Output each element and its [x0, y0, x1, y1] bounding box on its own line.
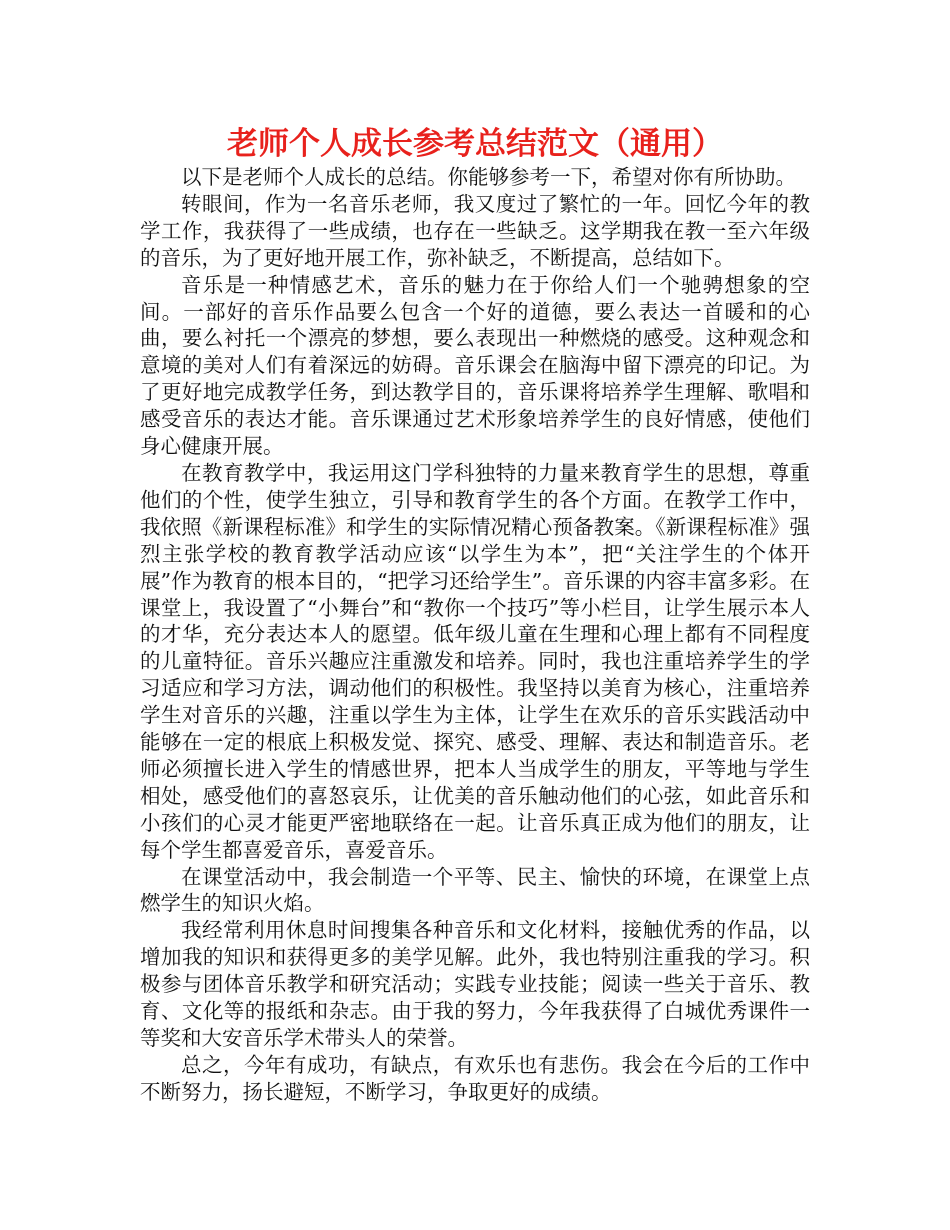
paragraph-music-art: 音乐是一种情感艺术，音乐的魅力在于你给人们一个驰骋想象的空间。一部好的音乐作品要么包含一个好的道德，要么表达一首暖和的心曲，要么衬托一个漂亮的梦想，要么表现出一种燃烧的感受。这种观念和意境的美对人们有着深远的妨碍。音乐课会在脑海中留下漂亮的印记。为了更好地完成教学任务，到达教学目的，音乐课将培养学生理解、歌唱和感受音乐的表达才能。音乐课通过艺术形象培养学生的良好情感，使他们身心健康开展。 [140, 272, 810, 459]
document-title: 老师个人成长参考总结范文（通用） [227, 126, 723, 162]
paragraph-teaching: 在教育教学中，我运用这门学科独特的力量来教育学生的思想，尊重他们的个性，使学生独立，引导和教育学生的各个方面。在教学工作中，我依照《新课程标准》和学生的实际情况精心预备教案。《新课程标准》强烈主张学校的教育教学活动应该“以学生为本”，把“关注学生的个体开展”作为教育的根本目的，“把学习还给学生”。音乐课的内容丰富多彩。在课堂上，我设置了“小舞台”和“教你一个技巧”等小栏目，让学生展示本人的才华，充分表达本人的愿望。低年级儿童在生理和心理上都有不同程度的儿童特征。音乐兴趣应注重激发和培养。同时，我也注重培养学生的学习适应和学习方法，调动他们的积极性。我坚持以美育为核心，注重培养学生对音乐的兴趣，注重以学生为主体，让学生在欢乐的音乐实践活动中能够在一定的根底上积极发觉、探究、感受、理解、表达和制造音乐。老师必须擅长进入学生的情感世界，把本人当成学生的朋友，平等地与学生相处，感受他们的喜怒哀乐，让优美的音乐触动他们的心弦，如此音乐和小孩们的心灵才能更严密地联络在一起。让音乐真正成为他们的朋友，让每个学生都喜爱音乐，喜爱音乐。 [140, 460, 810, 862]
paragraph-classroom: 在课堂活动中，我会制造一个平等、民主、愉快的环境，在课堂上点燃学生的知识火焰。 [140, 864, 810, 916]
paragraph-intro: 以下是老师个人成长的总结。你能够参考一下，希望对你有所协助。 [181, 165, 796, 189]
paragraph-conclusion: 总之，今年有成功，有缺点，有欢乐也有悲伤。我会在今后的工作中不断努力，扬长避短，不断学习，争取更好的成绩。 [140, 1052, 810, 1104]
paragraph-review: 转眼间，作为一名音乐老师，我又度过了繁忙的一年。回忆今年的教学工作，我获得了一些成绩，也存在一些缺乏。这学期我在教一至六年级的音乐，为了更好地开展工作，弥补缺乏，不断提高，总结如下。 [140, 191, 810, 270]
document-body [140, 164, 810, 1106]
paragraph-self-study: 我经常利用休息时间搜集各种音乐和文化材料，接触优秀的作品，以增加我的知识和获得更多的美学见解。此外，我也特别注重我的学习。积极参与团体音乐教学和研究活动；实践专业技能；阅读一些关于音乐、教育、文化等的报纸和杂志。由于我的努力，今年我获得了白城优秀课件一等奖和大安音乐学术带头人的荣誉。 [140, 918, 810, 1050]
